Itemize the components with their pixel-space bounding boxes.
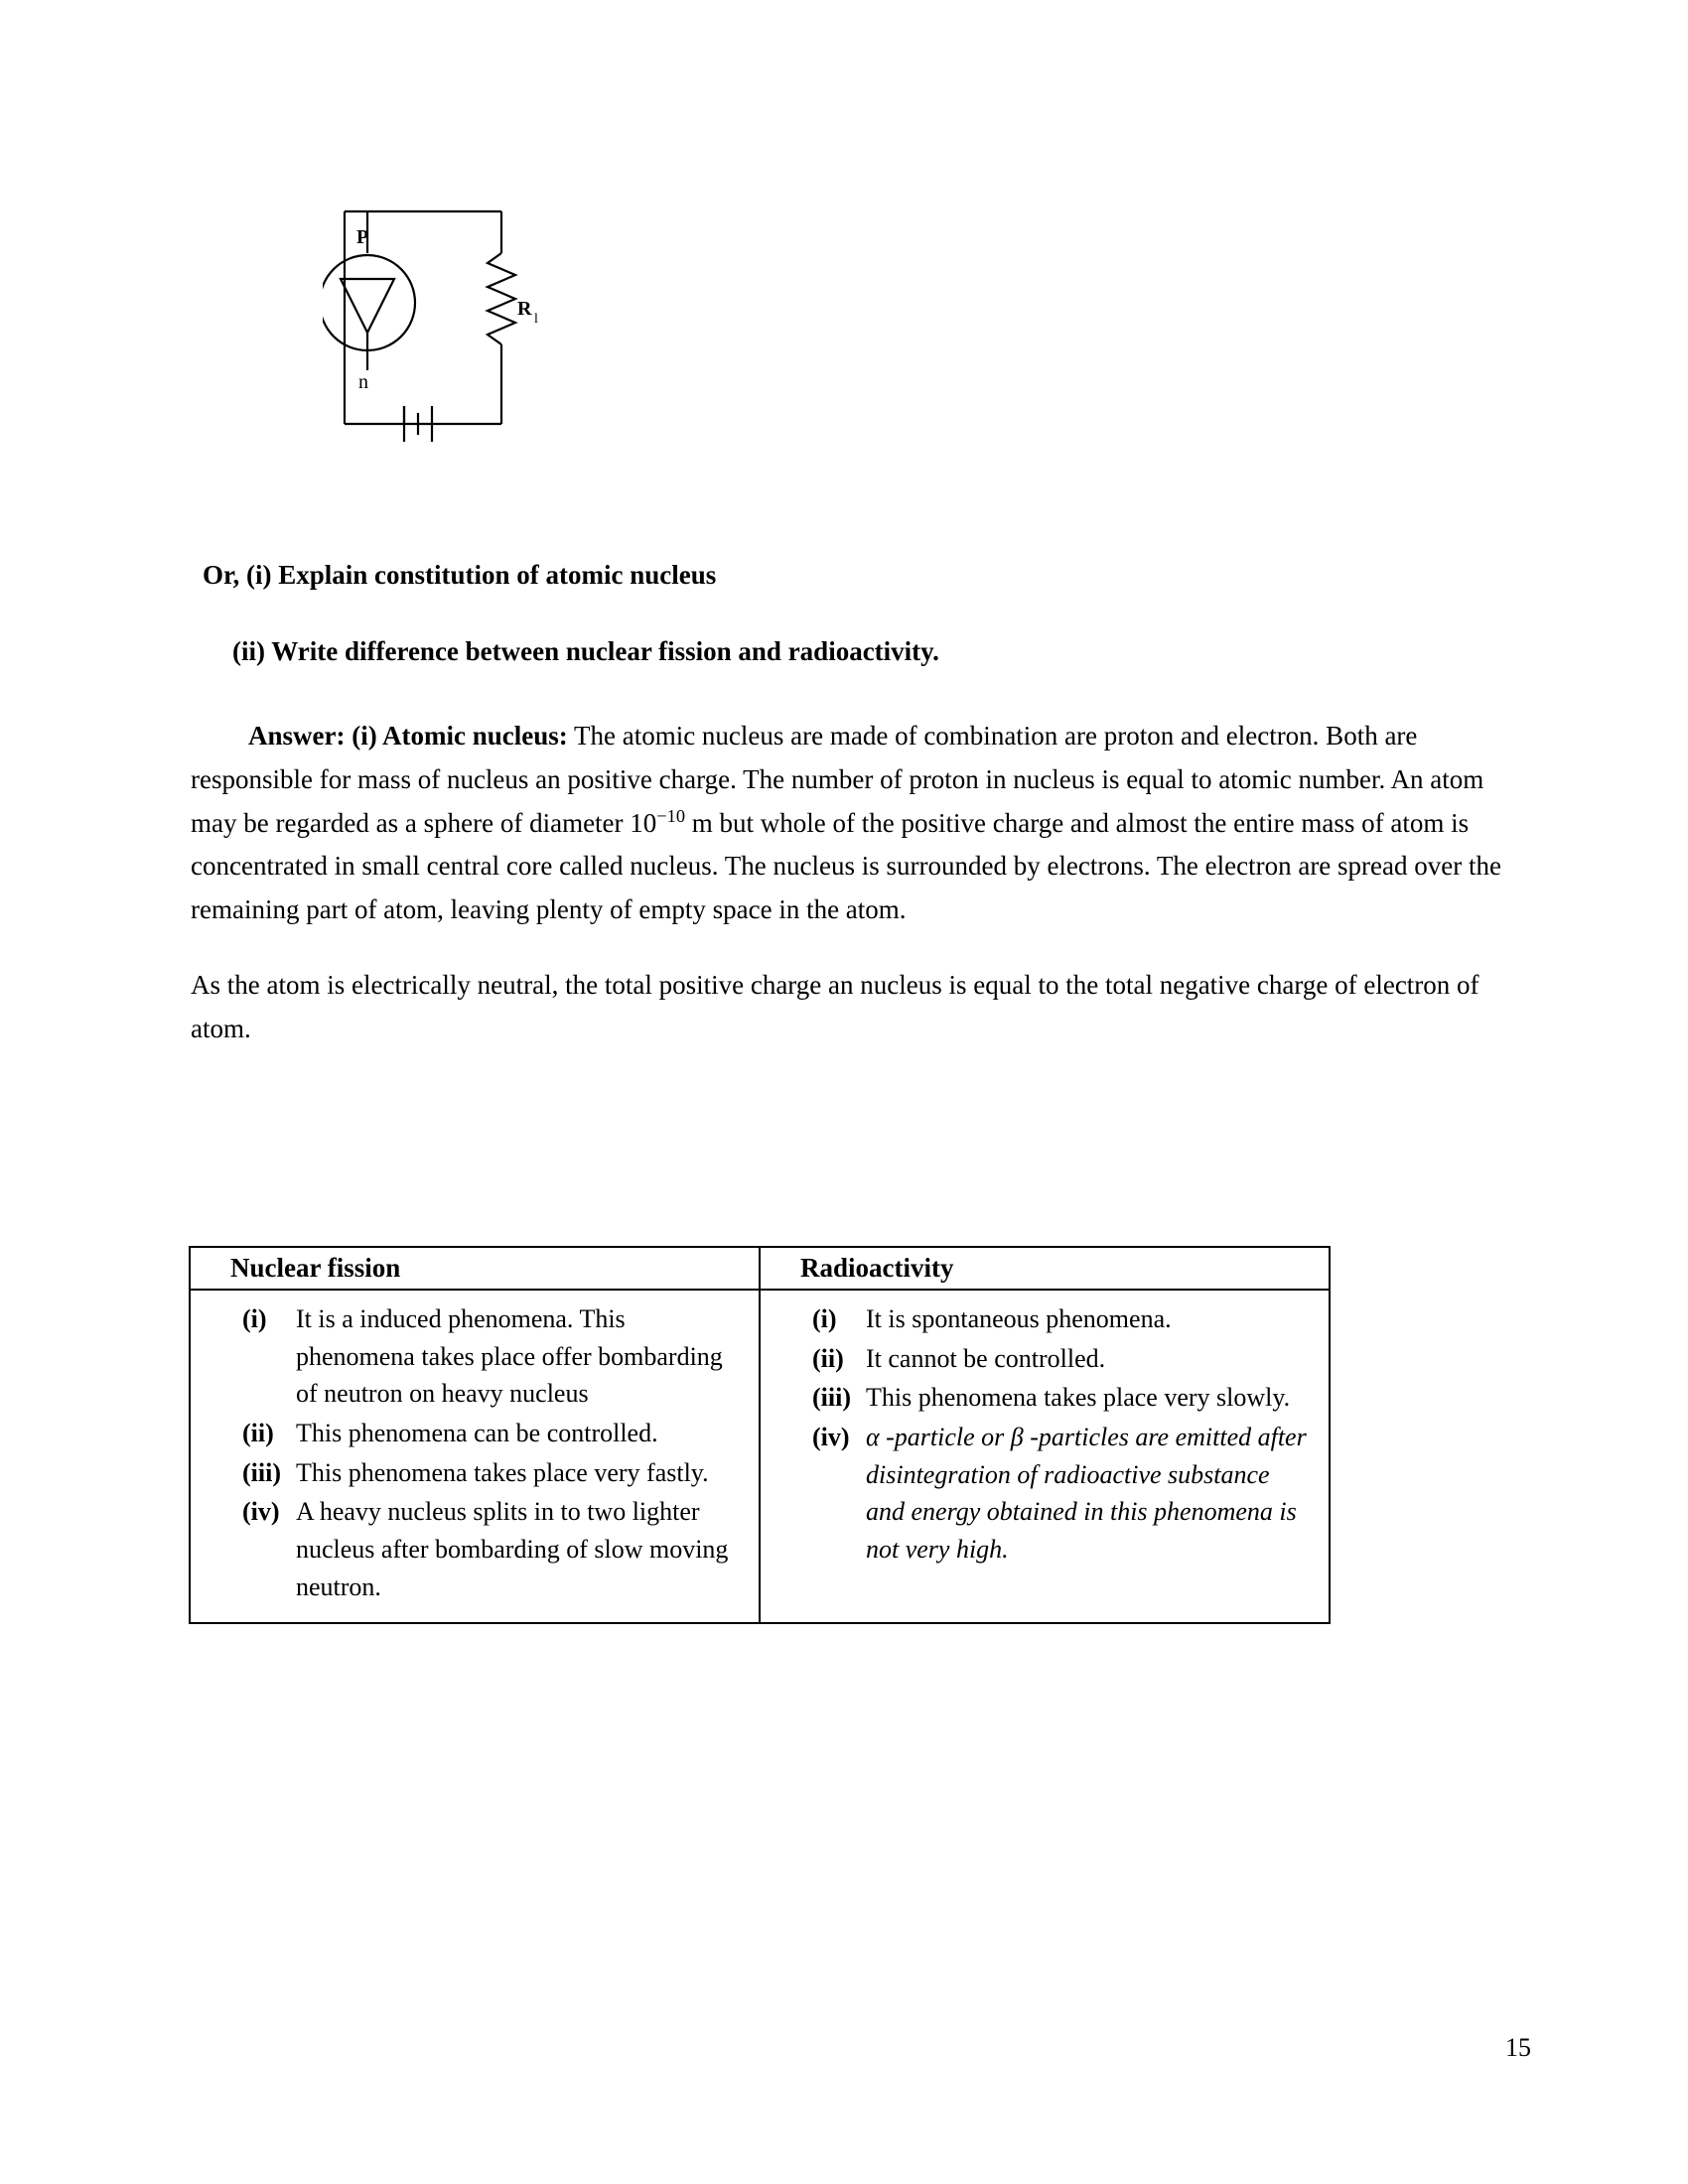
list-item-number: (i) [242, 1304, 267, 1333]
table-row [190, 1290, 1330, 1623]
list-item-text: A heavy nucleus splits in to two lighter nucleus after bombarding of slow moving neutron. [296, 1497, 729, 1601]
figure-label-p: P [356, 226, 369, 248]
question-part-i: Or, (i) Explain constitution of atomic nucleus [203, 560, 717, 590]
answer-body-1-tail: m but whole of the positive charge and almost the entire mass of atom is concentrated in small central core called nucleus. The nucleus is surrounded by electrons. The electron are spread over the remaining part of atom, leaving plenty of empty space in the atom. [191, 807, 1501, 925]
table-cell-nuclear-fission [190, 1290, 760, 1623]
list-item-text: α -particle or β -particles are emitted after disintegration of radioactive substance and energy obtained in this phenomena is not very high. [866, 1423, 1307, 1565]
list-item-number: (iii) [812, 1383, 851, 1413]
list-item [774, 1340, 1315, 1378]
answer-lead-label: Answer: (i) Atomic nucleus: [248, 721, 568, 751]
page-number: 15 [1505, 2033, 1531, 2062]
list-item [774, 1379, 1315, 1417]
list-item-number: (iv) [242, 1497, 280, 1527]
list-item [205, 1454, 745, 1492]
circuit-diagram-svg [323, 194, 581, 541]
question-part-ii: (ii) Write difference between nuclear fission and radioactivity. [232, 636, 939, 667]
list-item [205, 1493, 745, 1605]
list-item [774, 1300, 1315, 1338]
list-item-number: (ii) [812, 1343, 844, 1373]
list-item-text: This phenomena takes place very fastly. [296, 1457, 709, 1487]
list-item [774, 1419, 1315, 1569]
table-header-nuclear-fission: Nuclear fission [190, 1247, 760, 1290]
figure-label-resistor: R [517, 298, 532, 320]
answer-exponent: −10 [656, 805, 686, 826]
figure-label-n: n [358, 371, 368, 393]
table-header-row [190, 1247, 1330, 1290]
answer-paragraph-2: As the atom is electrically neutral, the total positive charge an nucleus is equal to the total negative charge of electron of atom. [191, 969, 1479, 1043]
list-item-text: It is a induced phenomena. This phenomena takes place offer bombarding of neutron on heavy nucleus [296, 1304, 723, 1409]
list-item-number: (i) [812, 1304, 837, 1333]
list-item-number: (iv) [812, 1423, 850, 1452]
table-cell-radioactivity [760, 1290, 1330, 1623]
list-item-text: This phenomena takes place very slowly. [866, 1383, 1291, 1413]
list-item-text: It cannot be controlled. [866, 1343, 1106, 1373]
figure-label-resistor-sub: l [534, 312, 538, 327]
list-item [205, 1415, 745, 1452]
list-item-text: This phenomena can be controlled. [296, 1419, 658, 1448]
list-item [205, 1300, 745, 1413]
answer-paragraph-1 [191, 715, 1501, 932]
comparison-table [189, 1246, 1331, 1624]
answer-body-1: The atomic nucleus are made of combination are proton and electron. Both are responsible for mass of nucleus an positive charge. The number of proton in nucleus is equal to atomic number. An atom may be regarded as a sphere of diameter 10 [191, 721, 1484, 838]
list-item-text: It is spontaneous phenomena. [866, 1304, 1172, 1333]
circuit-diagram-figure [323, 194, 581, 541]
list-item-number: (ii) [242, 1419, 274, 1448]
body-content [191, 556, 1501, 1082]
table-header-radioactivity: Radioactivity [760, 1247, 1330, 1290]
list-item-number: (iii) [242, 1457, 281, 1487]
